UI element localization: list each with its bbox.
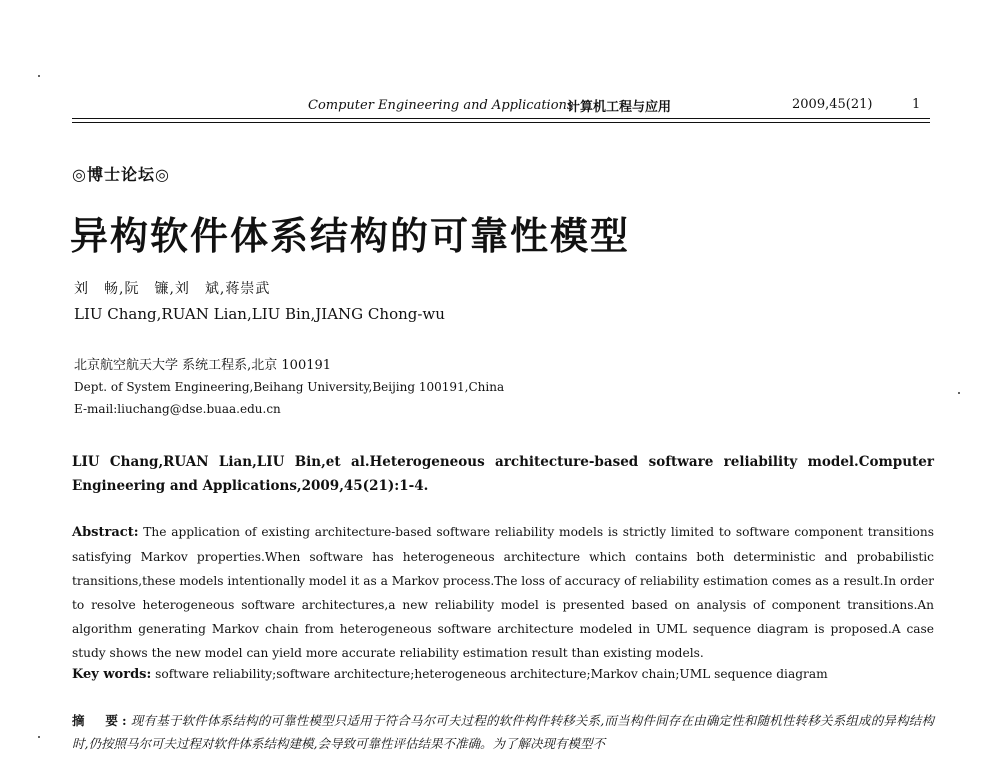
authors-cn: 刘 畅,阮 镰,刘 斌,蒋崇武 xyxy=(74,281,271,297)
citation: LIU Chang,RUAN Lian,LIU Bin,et al.Heterogeneous architecture-based software reliability model.Computer Engineering and Applications,2009,45(21):1-4. xyxy=(72,454,934,494)
running-header-volume: 2009,45(21) xyxy=(792,97,873,112)
abstract-cn-label: 摘 要: xyxy=(72,713,131,728)
keywords xyxy=(72,664,934,685)
abstract-en xyxy=(72,520,934,665)
affiliation-en: Dept. of System Engineering,Beihang University,Beijing 100191,China xyxy=(74,380,505,394)
scan-speck xyxy=(38,75,40,77)
running-header-journal-cn: 计算机工程与应用 xyxy=(567,100,672,115)
keywords-text: software reliability;software architecture;heterogeneous architecture;Markov chain;UML sequence diagram xyxy=(155,667,828,681)
abstract-text: The application of existing architecture-based software reliability models is strictly limited to software component transitions satisfying Markov properties.When software has heterogeneous architecture which contains both deterministic and probabilistic transitions,these models intentionally model it as a Markov process.The loss of accuracy of reliability estimation comes as a result.In order to resolve heterogeneous software architectures,a new reliability model is presented based on analysis of component transitions.An algorithm generating Markov chain from heterogeneous software architecture modeled in UML sequence diagram is proposed.A case study shows the new model can yield more accurate reliability estimation result than existing models. xyxy=(72,525,934,660)
abstract-label: Abstract: xyxy=(72,525,139,540)
paper-title: 异构软件体系结构的可靠性模型 xyxy=(70,213,631,258)
running-header-journal-en: Computer Engineering and Applications xyxy=(308,98,574,113)
keywords-label: Key words: xyxy=(72,667,152,682)
author-email: E-mail:liuchang@dse.buaa.edu.cn xyxy=(74,402,281,416)
scan-speck xyxy=(958,392,960,394)
page-number: 1 xyxy=(912,97,921,112)
abstract-cn xyxy=(72,709,934,755)
affiliation-cn: 北京航空航天大学 系统工程系,北京 100191 xyxy=(74,358,332,373)
authors-en: LIU Chang,RUAN Lian,LIU Bin,JIANG Chong-wu xyxy=(74,305,445,323)
scan-speck xyxy=(38,736,40,738)
header-rule-thin xyxy=(72,122,930,123)
abstract-cn-text: 现有基于软件体系结构的可靠性模型只适用于符合马尔可夫过程的软件构件转移关系,而当构件间存在由确定性和随机性转移关系组成的异构结构时,仍按照马尔可夫过程对软件体系结构建模,会导致可靠性评估结果不准确。为了解决现有模型不 xyxy=(72,713,934,751)
column-tag: ◎博士论坛◎ xyxy=(72,165,170,184)
header-rule-thick xyxy=(72,118,930,119)
